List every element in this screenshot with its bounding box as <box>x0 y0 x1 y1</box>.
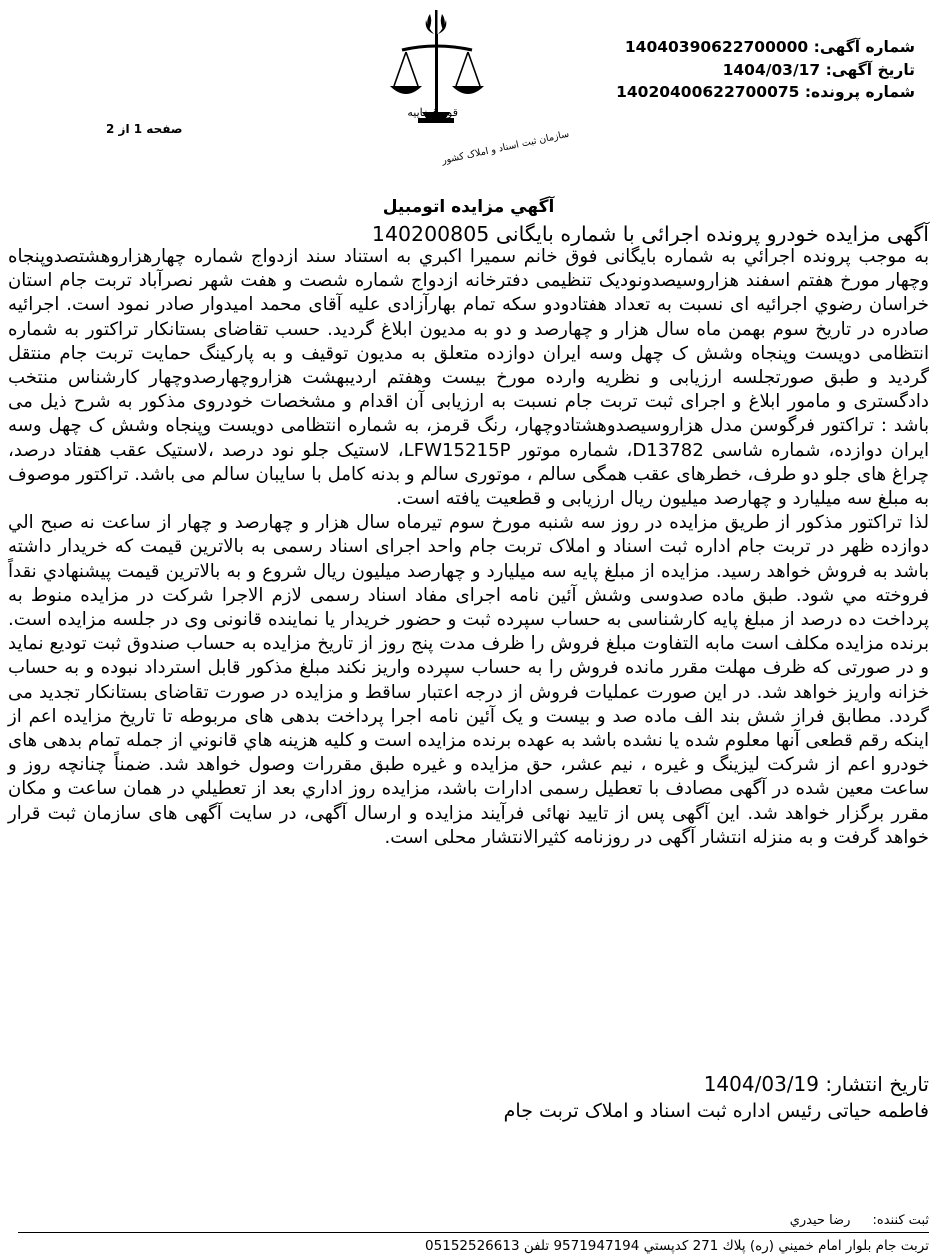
ad-number: 14040390622700000 <box>624 38 809 56</box>
svg-text:سازمان ثبت اسناد و املاک کشور: سازمان ثبت اسناد و املاک کشور <box>440 128 571 167</box>
ad-date-row <box>535 59 915 82</box>
ad-date: 1404/03/17 <box>722 60 821 79</box>
publication-date-value: 1404/03/19 <box>703 1072 819 1096</box>
case-number: 14020400622700075 <box>616 83 800 101</box>
ad-number-label: شماره آگهی: <box>813 38 915 56</box>
notice-body <box>8 245 929 850</box>
registrar-name: رضا حيدري <box>789 1213 851 1228</box>
iran-emblem-icon <box>426 10 447 34</box>
footer-address: تربت جام بلوار امام خميني (ره) پلاك 271 كدپستي 9571947194 تلفن 05152526613 <box>425 1238 929 1254</box>
ad-date-label: تاریخ آگهی: <box>825 60 915 79</box>
body-paragraph: لذا تراکتور مذکور از طریق مزایده در روز سه شنبه مورخ سوم تیرماه سال هزار و چهارصد و چهار از ساعت نه صبح الي دوازده ظهر در تربت جام اداره ثبت اسناد و املاک تربت جام واحد اجرای اسناد رسمی به بالاترین قیمت که خریدار داشته باشد به فروش خواهد رسید. مزايده از مبلغ پایه سه میلیارد و چهارصد میلیون ريال شروع و به بالاترين قيمت پيشنهادي نقداً فروخته مي شود. طبق ماده صدوسی وشش آئین نامه اجرای مفاد اسناد رسمی لازم الاجرا شرکت در مزایده منوط به پرداخت ده درصد از مبلغ پایه کارشناسی به حساب سپرده ثبت و حضور خریدار یا نماینده قانونی وی در جلسه مزایده است. برنده مزایده مکلف است مابه التفاوت مبلغ فروش را ظرف مدت پنج روز از تاریخ مزایده به حساب صندوق ثبت توديع نمايد و در صورتی که ظرف مهلت مقرر مانده فروش را به حساب سپرده واریز نکند مبلغ مذکور قابل استرداد نبوده و به حساب خزانه واریز خواهد شد. در این صورت عملیات فروش از درجه اعتبار ساقط و مزایده در صورت تقاضای بستانکار تجدید می گردد. مطابق فراز شش بند الف ماده صد و بیست و یک آئین نامه اجرا پرداخت بدهی های مربوطه تا تاریخ مزایده اعم از اینکه رقم قطعی آنها معلوم شده یا نشده باشد به عهده برنده مزایده است و کلیه هزینه هاي قانوني از جمله تمام بدهی های خودرو اعم از شرکت لیزینگ و غیره ، نیم عشر، حق مزایده و غیره طبق مقررات وصول خواهد شد. ضمناً چنانچه روز و ساعت معین شده در آگهی مصادف با تعطیل رسمی ادارات باشد، مزایده روز اداري بعد از تعطيلي در همان ساعت و مكان مقرر برگزار خواهد شد. این آگهی پس از تایید نهائی فرآیند مزایده و ارسال آگهی، در سایت آگهی های سازمان ثبت قرار خواهد گرفت و به منزله انتشار آگهی در روزنامه کثیرالانتشار محلی است. <box>8 512 929 848</box>
footer-divider <box>18 1232 929 1233</box>
publication-date <box>704 1071 929 1097</box>
svg-text:قوه قضاییه: قوه قضاییه <box>407 106 458 119</box>
judiciary-emblem <box>386 8 571 167</box>
scales-icon <box>386 8 571 167</box>
case-number-label: شماره پرونده: <box>804 83 915 101</box>
registrar <box>790 1213 929 1228</box>
publication-date-label: تاریخ انتشار: <box>825 1072 929 1096</box>
signer: فاطمه حیاتی رئیس اداره ثبت اسناد و املاک تربت جام <box>503 1100 929 1122</box>
case-number-row <box>535 81 915 104</box>
registrar-label: ثبت کننده: <box>872 1213 929 1228</box>
page-title: آگهي مزايده اتومبيل <box>382 197 555 217</box>
ad-meta <box>535 36 915 104</box>
notice-subtitle: آگهی مزایده خودرو پرونده اجرائی با شماره بایگانی 140200805 <box>371 222 929 246</box>
page-number: صفحه 1 از 2 <box>106 122 183 136</box>
ad-number-row <box>535 36 915 59</box>
body-paragraph: به موجب پرونده اجرائي به شماره بایگانی فوق خانم سمیرا اكبري به استناد سند ازدواج شماره چهارهزاروهشتصدوپنجاه وچهار مورخ هفتم اسفند هزاروسیصدونودیک تنظیمی دفترخانه ازدواج شماره شصت و هفت شهر نصرآباد تربت جام استان خراسان رضوي اجرائیه ای نسبت به تعداد هفتادودو سکه تمام بهارآزادی علیه آقای محمد امیدوار صادر نمود است. اجرائیه صادره در تاریخ سوم بهمن ماه سال هزار و چهارصد و دو به مدیون ابلاغ گردید. حسب تقاضای بستانکار تراکتور به شماره انتظامی دویست وپنجاه وشش ک چهل وسه ایران دوازده متعلق به مدیون توقیف و به پارکینگ حمایت تربت جام منتقل گردید و طبق صورتجلسه ارزیابی و نظریه وارده مورخ بیست وهفتم اردیبهشت هزاروچهارصدوچهار کارشناس منتخب دادگستری و مامور ابلاغ و اجرای ثبت تربت جام نسبت به ارزیابی آن اقدام و مشخصات خودروی مذکور به شرح ذیل می باشد : تراکتور فرگوسن مدل هزاروسیصدوهشتادوچهار، رنگ قرمز، به شماره انتظامی دویست وپنجاه وشش ک چهل وسه ایران دوازده، شماره شاسی D13782، شماره موتور LFW15215P، لاستیک جلو نود درصد ،لاستیک عقب هفتاد درصد، چراغ های جلو دو طرف، خطرهای عقب همگی سالم ، موتوری سالم و بدنه کامل با سایبان سالم می باشد. تراکتور موصوف به مبلغ سه میلیارد و چهارصد میلیون ریال ارزیابی و قطعیت یافته است. <box>8 246 930 510</box>
